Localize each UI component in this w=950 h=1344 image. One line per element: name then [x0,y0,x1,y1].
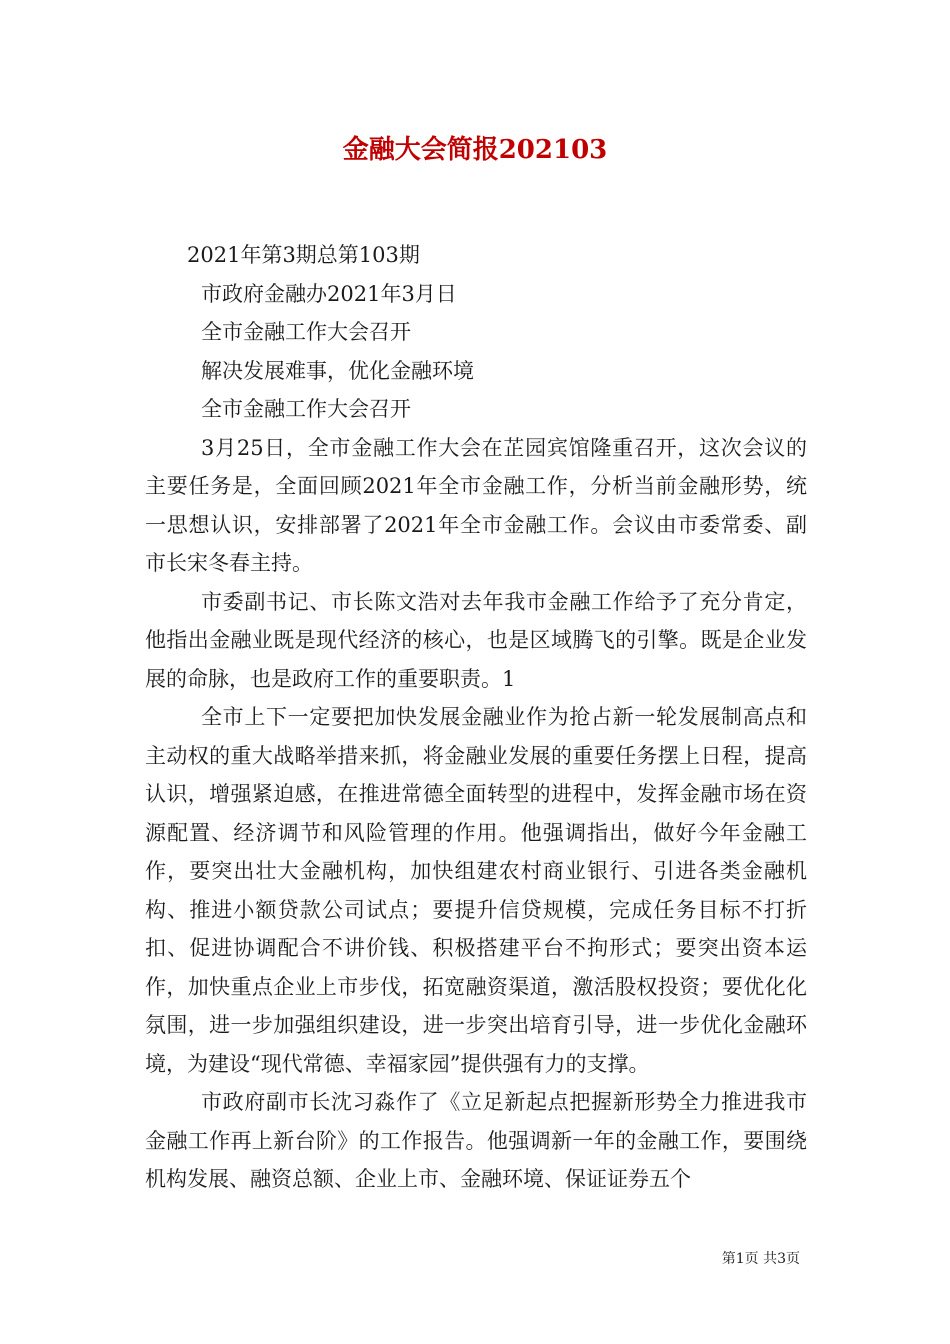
headline-3: 全市金融工作大会召开 [201,397,411,421]
page-footer: 第1页 共3页 [721,1251,800,1267]
document-title: 金融大会简报202103 [342,135,608,165]
issue-line: 2021年第3期总第103期 [187,243,420,267]
headline-1: 全市金融工作大会召开 [201,320,411,344]
document-body [145,236,807,1199]
issuer-line: 市政府金融办2021年3月日 [201,281,457,306]
paragraph-1: 3月25日，全市金融工作大会在芷园宾馆隆重召开，这次会议的主要任务是，全面回顾2021年全市金融工作，分析当前金融形势，统一思想认识，安排部署了2021年全市金融工作。会议由市委常委、副市长宋冬春主持。 [145,435,807,575]
paragraph-3: 全市上下一定要把加快发展金融业作为抢占新一轮发展制高点和主动权的重大战略举措来抓，将金融业发展的重要任务摆上日程，提高认识，增强紧迫感，在推进常德全面转型的进程中，发挥金融市场在资源配置、经济调节和风险管理的作用。他强调指出，做好今年金融工作，要突出壮大金融机构，加快组建农村商业银行、引进各类金融机构、推进小额贷款公司试点；要提升信贷规模，完成任务目标不打折扣、促进协调配合不讲价钱、积极搭建平台不拘形式；要突出资本运作，加快重点企业上市步伐，拓宽融资渠道，激活股权投资；要优化化氛围，进一步加强组织建设，进一步突出培育引导，进一步优化金融环境，为建设“现代常德、幸福家园”提供强有力的支撑。 [145,705,807,1076]
headline-2: 解决发展难事，优化金融环境 [201,358,474,383]
paragraph-2: 市委副书记、市长陈文浩对去年我市金融工作给予了充分肯定，他指出金融业既是现代经济的核心，也是区域腾飞的引擎。既是企业发展的命脉，也是政府工作的重要职责。1 [145,589,807,691]
paragraph-4: 市政府副市长沈习淼作了《立足新起点把握新形势全力推进我市金融工作再上新台阶》的工作报告。他强调新一年的金融工作，要围绕机构发展、融资总额、企业上市、金融环境、保证证券五个 [145,1090,807,1191]
